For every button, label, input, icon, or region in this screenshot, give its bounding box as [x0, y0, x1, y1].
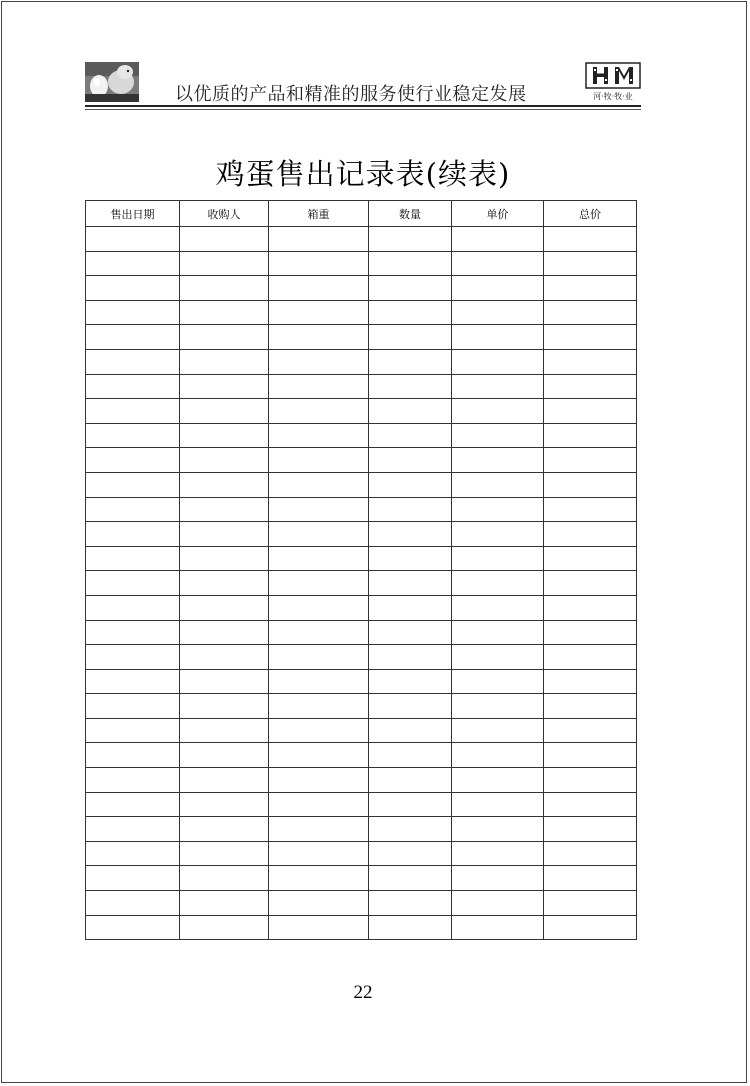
table-cell[interactable]: [369, 571, 452, 596]
column-header-unit-price: 单价: [452, 201, 544, 227]
table-cell[interactable]: [369, 522, 452, 547]
table-cell[interactable]: [269, 694, 369, 719]
table-cell[interactable]: [452, 251, 544, 276]
table-cell[interactable]: [180, 227, 269, 252]
table-cell[interactable]: [180, 276, 269, 301]
table-cell[interactable]: [452, 522, 544, 547]
table-cell[interactable]: [452, 423, 544, 448]
page-header: [85, 60, 641, 106]
column-header-quantity: 数量: [369, 201, 452, 227]
table-cell[interactable]: [369, 891, 452, 916]
table-row: [86, 276, 637, 301]
table-cell[interactable]: [369, 300, 452, 325]
table-cell[interactable]: [369, 349, 452, 374]
table-header-row: [86, 201, 637, 227]
table-cell[interactable]: [544, 423, 637, 448]
table-cell[interactable]: [180, 546, 269, 571]
table-cell[interactable]: [544, 546, 637, 571]
table-cell[interactable]: [369, 399, 452, 424]
table-cell[interactable]: [369, 915, 452, 940]
table-cell[interactable]: [452, 669, 544, 694]
table-cell[interactable]: [452, 571, 544, 596]
table-cell[interactable]: [369, 817, 452, 842]
table-cell[interactable]: [269, 571, 369, 596]
table-cell[interactable]: [452, 792, 544, 817]
table-cell[interactable]: [544, 448, 637, 473]
table-cell[interactable]: [269, 817, 369, 842]
table-cell[interactable]: [544, 374, 637, 399]
table-cell[interactable]: [369, 743, 452, 768]
table-cell[interactable]: [86, 522, 180, 547]
table-cell[interactable]: [452, 276, 544, 301]
table-cell[interactable]: [369, 718, 452, 743]
table-cell[interactable]: [86, 718, 180, 743]
table-cell[interactable]: [86, 399, 180, 424]
table-cell[interactable]: [86, 497, 180, 522]
page-number: 22: [353, 982, 373, 1003]
table-cell[interactable]: [369, 669, 452, 694]
table-cell[interactable]: [452, 374, 544, 399]
table-cell[interactable]: [369, 472, 452, 497]
table-cell[interactable]: [180, 571, 269, 596]
table-cell[interactable]: [86, 620, 180, 645]
table-cell[interactable]: [452, 718, 544, 743]
table-cell[interactable]: [86, 546, 180, 571]
table-row: [86, 694, 637, 719]
table-cell[interactable]: [544, 866, 637, 891]
table-row: [86, 620, 637, 645]
table-row: [86, 645, 637, 670]
table-cell[interactable]: [269, 891, 369, 916]
table-cell[interactable]: [269, 743, 369, 768]
table-cell[interactable]: [269, 423, 369, 448]
table-row: [86, 743, 637, 768]
table-cell[interactable]: [452, 497, 544, 522]
table-cell[interactable]: [180, 817, 269, 842]
table-cell[interactable]: [452, 743, 544, 768]
table-cell[interactable]: [269, 915, 369, 940]
table-cell[interactable]: [544, 472, 637, 497]
table-row: [86, 227, 637, 252]
table-cell[interactable]: [452, 694, 544, 719]
table-row: [86, 891, 637, 916]
table-cell[interactable]: [180, 743, 269, 768]
table-cell[interactable]: [86, 645, 180, 670]
table-cell[interactable]: [544, 595, 637, 620]
table-cell[interactable]: [86, 251, 180, 276]
table-cell[interactable]: [369, 448, 452, 473]
table-cell[interactable]: [452, 448, 544, 473]
table-cell[interactable]: [86, 891, 180, 916]
table-cell[interactable]: [544, 841, 637, 866]
table-cell[interactable]: [86, 374, 180, 399]
table-cell[interactable]: [452, 768, 544, 793]
table-cell[interactable]: [180, 792, 269, 817]
header-rule-thick: [85, 105, 641, 107]
table-cell[interactable]: [369, 546, 452, 571]
table-cell[interactable]: [86, 349, 180, 374]
table-cell[interactable]: [369, 694, 452, 719]
table-cell[interactable]: [86, 792, 180, 817]
table-cell[interactable]: [544, 497, 637, 522]
header-slogan: 以优质的产品和精准的服务使行业稳定发展: [175, 84, 527, 105]
table-cell[interactable]: [544, 669, 637, 694]
table-row: [86, 571, 637, 596]
table-cell[interactable]: [86, 841, 180, 866]
table-cell[interactable]: [180, 718, 269, 743]
table-cell[interactable]: [369, 620, 452, 645]
table-cell[interactable]: [269, 276, 369, 301]
table-row: [86, 669, 637, 694]
table-cell[interactable]: [180, 694, 269, 719]
table-cell[interactable]: [452, 300, 544, 325]
table-cell[interactable]: [86, 571, 180, 596]
table-cell[interactable]: [180, 595, 269, 620]
table-cell[interactable]: [86, 743, 180, 768]
table-cell[interactable]: [86, 300, 180, 325]
table-cell[interactable]: [452, 915, 544, 940]
table-cell[interactable]: [269, 227, 369, 252]
table-cell[interactable]: [86, 817, 180, 842]
table-cell[interactable]: [452, 546, 544, 571]
table-cell[interactable]: [452, 620, 544, 645]
table-cell[interactable]: [544, 915, 637, 940]
table-cell[interactable]: [544, 571, 637, 596]
table-cell[interactable]: [544, 300, 637, 325]
table-cell[interactable]: [269, 768, 369, 793]
table-cell[interactable]: [269, 595, 369, 620]
table-cell[interactable]: [86, 915, 180, 940]
table-cell[interactable]: [269, 349, 369, 374]
table-cell[interactable]: [180, 915, 269, 940]
table-cell[interactable]: [269, 300, 369, 325]
table-cell[interactable]: [269, 325, 369, 350]
table-cell[interactable]: [269, 374, 369, 399]
table-cell[interactable]: [369, 251, 452, 276]
table-row: [86, 595, 637, 620]
table-cell[interactable]: [180, 645, 269, 670]
table-row: [86, 768, 637, 793]
table-cell[interactable]: [180, 300, 269, 325]
table-row: [86, 472, 637, 497]
table-cell[interactable]: [544, 349, 637, 374]
table-cell[interactable]: [544, 718, 637, 743]
table-cell[interactable]: [180, 620, 269, 645]
table-cell[interactable]: [269, 866, 369, 891]
table-cell[interactable]: [86, 595, 180, 620]
table-cell[interactable]: [369, 227, 452, 252]
table-cell[interactable]: [86, 448, 180, 473]
table-cell[interactable]: [180, 669, 269, 694]
table-cell[interactable]: [369, 841, 452, 866]
table-row: [86, 817, 637, 842]
table-cell[interactable]: [544, 743, 637, 768]
table-cell[interactable]: [369, 866, 452, 891]
table-row: [86, 546, 637, 571]
table-cell[interactable]: [180, 399, 269, 424]
table-cell[interactable]: [452, 866, 544, 891]
table-cell[interactable]: [544, 891, 637, 916]
table-cell[interactable]: [544, 227, 637, 252]
table-cell[interactable]: [86, 325, 180, 350]
table-cell[interactable]: [269, 399, 369, 424]
table-cell[interactable]: [180, 866, 269, 891]
table-cell[interactable]: [180, 768, 269, 793]
column-header-sale-date: 售出日期: [86, 201, 180, 227]
svg-text:河·牧·牧·业: 河·牧·牧·业: [593, 92, 633, 101]
table-cell[interactable]: [452, 595, 544, 620]
table-cell[interactable]: [269, 792, 369, 817]
table-cell[interactable]: [86, 276, 180, 301]
table-cell[interactable]: [369, 768, 452, 793]
table-row: [86, 300, 637, 325]
table-cell[interactable]: [269, 841, 369, 866]
table-cell[interactable]: [86, 423, 180, 448]
table-cell[interactable]: [180, 251, 269, 276]
table-cell[interactable]: [269, 718, 369, 743]
table-cell[interactable]: [180, 891, 269, 916]
table-cell[interactable]: [269, 645, 369, 670]
table-row: [86, 497, 637, 522]
table-row: [86, 915, 637, 940]
table-cell[interactable]: [86, 694, 180, 719]
table-cell[interactable]: [452, 841, 544, 866]
table-cell[interactable]: [544, 276, 637, 301]
table-cell[interactable]: [269, 669, 369, 694]
hm-logo: [585, 62, 641, 102]
table-cell[interactable]: [369, 423, 452, 448]
egg-sales-record-table: [85, 200, 637, 940]
table-row: [86, 251, 637, 276]
table-cell[interactable]: [452, 472, 544, 497]
table-cell[interactable]: [544, 620, 637, 645]
table-cell[interactable]: [269, 251, 369, 276]
table-cell[interactable]: [86, 472, 180, 497]
table-cell[interactable]: [369, 595, 452, 620]
table-cell[interactable]: [180, 374, 269, 399]
table-row: [86, 325, 637, 350]
table-cell[interactable]: [544, 694, 637, 719]
table-row: [86, 374, 637, 399]
table-cell[interactable]: [544, 645, 637, 670]
table-cell[interactable]: [86, 866, 180, 891]
table-cell[interactable]: [452, 817, 544, 842]
table-row: [86, 522, 637, 547]
table-cell[interactable]: [180, 349, 269, 374]
table-row: [86, 866, 637, 891]
table-cell[interactable]: [180, 472, 269, 497]
table-cell[interactable]: [269, 522, 369, 547]
table-cell[interactable]: [544, 251, 637, 276]
table-cell[interactable]: [269, 497, 369, 522]
table-cell[interactable]: [452, 891, 544, 916]
table-cell[interactable]: [269, 620, 369, 645]
table-cell[interactable]: [369, 374, 452, 399]
column-header-box-weight: 箱重: [269, 201, 369, 227]
table-cell[interactable]: [452, 227, 544, 252]
table-cell[interactable]: [369, 645, 452, 670]
table-row: [86, 448, 637, 473]
table-cell[interactable]: [269, 472, 369, 497]
header-rule-thin: [85, 109, 641, 110]
table-cell[interactable]: [369, 792, 452, 817]
table-cell[interactable]: [180, 448, 269, 473]
column-header-buyer: 收购人: [180, 201, 269, 227]
table-cell[interactable]: [180, 325, 269, 350]
table-row: [86, 841, 637, 866]
table-row: [86, 423, 637, 448]
table-cell[interactable]: [452, 645, 544, 670]
table-row: [86, 792, 637, 817]
table-row: [86, 349, 637, 374]
chicks-and-egg-photo: [85, 62, 139, 102]
table-cell[interactable]: [452, 399, 544, 424]
table-cell[interactable]: [544, 817, 637, 842]
table-cell[interactable]: [180, 423, 269, 448]
table-cell[interactable]: [544, 399, 637, 424]
table-cell[interactable]: [452, 349, 544, 374]
table-cell[interactable]: [544, 325, 637, 350]
table-cell[interactable]: [544, 792, 637, 817]
column-header-total-price: 总价: [544, 201, 637, 227]
table-cell[interactable]: [269, 448, 369, 473]
table-cell[interactable]: [369, 276, 452, 301]
table-row: [86, 399, 637, 424]
table-cell[interactable]: [180, 522, 269, 547]
table-row: [86, 718, 637, 743]
table-cell[interactable]: [269, 546, 369, 571]
table-cell[interactable]: [180, 497, 269, 522]
table-cell[interactable]: [369, 497, 452, 522]
table-body: [86, 227, 637, 940]
table-cell[interactable]: [452, 325, 544, 350]
table-cell[interactable]: [86, 669, 180, 694]
table-cell[interactable]: [180, 841, 269, 866]
page-title: 鸡蛋售出记录表(续表): [215, 157, 511, 191]
table-cell[interactable]: [544, 522, 637, 547]
table-cell[interactable]: [86, 227, 180, 252]
table-cell[interactable]: [544, 768, 637, 793]
table-cell[interactable]: [86, 768, 180, 793]
table-cell[interactable]: [369, 325, 452, 350]
